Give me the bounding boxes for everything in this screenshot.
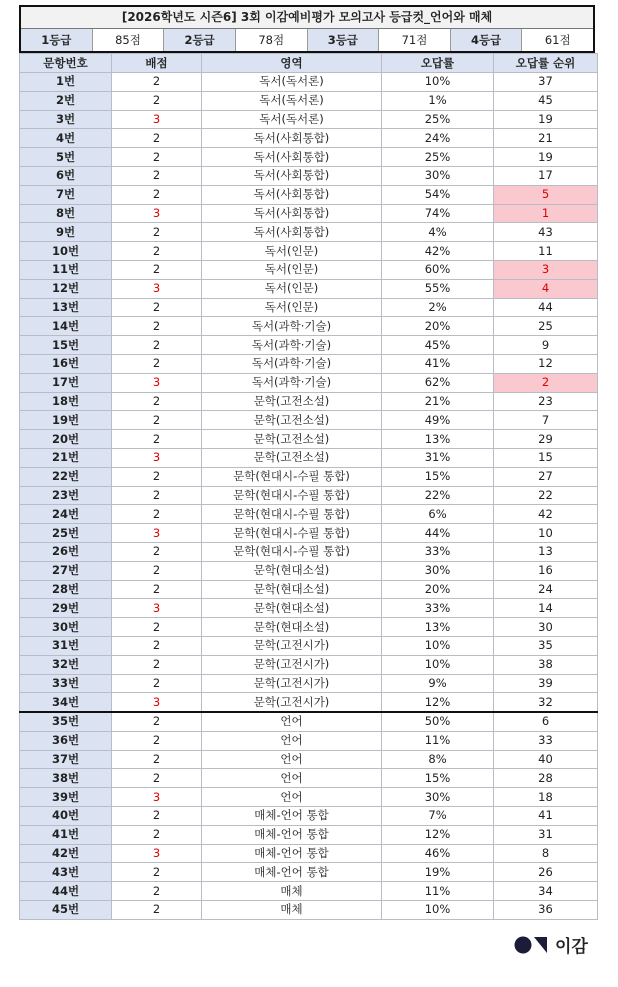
area-cell: 매체-언어 통합 [202, 825, 382, 844]
question-number: 3번 [20, 110, 112, 129]
table-row [20, 844, 598, 863]
rank-cell: 26 [494, 863, 598, 882]
grade-4-score: 61점 [544, 33, 571, 47]
error-rate-cell: 9% [382, 674, 494, 693]
table-row [20, 712, 598, 731]
error-rate-cell: 8% [382, 750, 494, 769]
error-rate-cell: 13% [382, 430, 494, 449]
error-rate-cell: 25% [382, 148, 494, 167]
brand-logo [514, 932, 588, 957]
question-number: 37번 [20, 750, 112, 769]
area-cell: 문학(현대시-수필 통합) [202, 505, 382, 524]
area-cell: 독서(사회통합) [202, 148, 382, 167]
question-number: 33번 [20, 674, 112, 693]
table-row [20, 430, 598, 449]
rank-cell: 39 [494, 674, 598, 693]
points-cell: 2 [112, 430, 202, 449]
points-cell: 2 [112, 166, 202, 185]
points-cell: 2 [112, 260, 202, 279]
area-cell: 독서(인문) [202, 242, 382, 261]
points-cell: 2 [112, 467, 202, 486]
question-number: 8번 [20, 204, 112, 223]
points-cell: 2 [112, 223, 202, 242]
question-number: 7번 [20, 185, 112, 204]
rank-cell: 22 [494, 486, 598, 505]
question-number: 5번 [20, 148, 112, 167]
points-cell: 2 [112, 73, 202, 92]
table-row [20, 769, 598, 788]
question-number: 28번 [20, 580, 112, 599]
points-cell: 2 [112, 242, 202, 261]
points-cell: 3 [112, 693, 202, 712]
rank-cell: 27 [494, 467, 598, 486]
rank-cell: 1 [494, 204, 598, 223]
rank-cell: 28 [494, 769, 598, 788]
error-rate-cell: 49% [382, 411, 494, 430]
table-row [20, 298, 598, 317]
question-number: 2번 [20, 91, 112, 110]
col-header-error-rate: 오답률 [382, 54, 494, 73]
table-row [20, 373, 598, 392]
grade-1-score: 85점 [93, 29, 165, 51]
points-cell: 3 [112, 844, 202, 863]
rank-cell: 18 [494, 788, 598, 807]
grade-3-label: 3등급 [308, 29, 380, 51]
rank-cell: 34 [494, 882, 598, 901]
question-number: 35번 [20, 712, 112, 731]
points-cell: 2 [112, 148, 202, 167]
rank-cell: 32 [494, 693, 598, 712]
points-cell: 3 [112, 524, 202, 543]
question-number: 14번 [20, 317, 112, 336]
question-number: 29번 [20, 599, 112, 618]
points-cell: 3 [112, 373, 202, 392]
rank-cell: 16 [494, 561, 598, 580]
area-cell: 문학(고전시가) [202, 655, 382, 674]
igam-logo-icon [514, 935, 550, 955]
table-row [20, 524, 598, 543]
question-number: 22번 [20, 467, 112, 486]
rank-cell: 44 [494, 298, 598, 317]
question-number: 17번 [20, 373, 112, 392]
table-row [20, 129, 598, 148]
area-cell: 문학(현대시-수필 통합) [202, 467, 382, 486]
points-cell: 3 [112, 599, 202, 618]
error-rate-cell: 10% [382, 73, 494, 92]
points-cell: 2 [112, 882, 202, 901]
area-cell: 문학(고전시가) [202, 674, 382, 693]
rank-cell: 12 [494, 354, 598, 373]
rank-cell: 14 [494, 599, 598, 618]
area-cell: 독서(인문) [202, 298, 382, 317]
rank-cell: 29 [494, 430, 598, 449]
question-number: 19번 [20, 411, 112, 430]
area-cell: 문학(현대시-수필 통합) [202, 486, 382, 505]
table-row [20, 91, 598, 110]
area-cell: 언어 [202, 731, 382, 750]
area-cell: 독서(사회통합) [202, 129, 382, 148]
table-row [20, 580, 598, 599]
error-rate-cell: 4% [382, 223, 494, 242]
rank-cell: 33 [494, 731, 598, 750]
question-number: 10번 [20, 242, 112, 261]
error-rate-cell: 46% [382, 844, 494, 863]
question-number: 18번 [20, 392, 112, 411]
area-cell: 문학(현대소설) [202, 618, 382, 637]
area-cell: 매체 [202, 882, 382, 901]
table-row [20, 636, 598, 655]
table-row [20, 825, 598, 844]
question-number: 30번 [20, 618, 112, 637]
grade-2-label: 2등급 [164, 29, 236, 51]
error-rate-cell: 25% [382, 110, 494, 129]
points-cell: 2 [112, 750, 202, 769]
points-cell: 2 [112, 731, 202, 750]
error-rate-cell: 30% [382, 166, 494, 185]
table-row [20, 260, 598, 279]
error-rate-cell: 13% [382, 618, 494, 637]
area-cell: 매체-언어 통합 [202, 807, 382, 826]
question-number: 13번 [20, 298, 112, 317]
area-cell: 독서(독서론) [202, 73, 382, 92]
rank-cell: 38 [494, 655, 598, 674]
col-header-points: 배점 [112, 54, 202, 73]
area-cell: 독서(독서론) [202, 110, 382, 129]
area-cell: 독서(인문) [202, 279, 382, 298]
area-cell: 문학(현대소설) [202, 561, 382, 580]
error-rate-cell: 44% [382, 524, 494, 543]
question-number: 39번 [20, 788, 112, 807]
area-cell: 독서(사회통합) [202, 223, 382, 242]
grade-1-label: 1등급 [21, 29, 93, 51]
logo-text: 이감 [555, 937, 588, 957]
rank-cell: 36 [494, 901, 598, 920]
table-row [20, 185, 598, 204]
rank-cell: 25 [494, 317, 598, 336]
page-title: [2026학년도 시즌6] 3회 이감예비평가 모의고사 등급컷_언어와 매체 [21, 7, 593, 29]
rank-cell: 11 [494, 242, 598, 261]
area-cell: 문학(현대시-수필 통합) [202, 542, 382, 561]
error-rate-cell: 2% [382, 298, 494, 317]
col-header-number: 문항번호 [20, 54, 112, 73]
error-rate-cell: 20% [382, 580, 494, 599]
rank-cell: 5 [494, 185, 598, 204]
col-header-rank: 오답률 순위 [494, 54, 598, 73]
rank-cell: 13 [494, 542, 598, 561]
rank-cell: 19 [494, 110, 598, 129]
table-row [20, 618, 598, 637]
error-rate-cell: 50% [382, 712, 494, 731]
points-cell: 3 [112, 204, 202, 223]
table-row [20, 788, 598, 807]
rank-cell: 45 [494, 91, 598, 110]
table-row [20, 505, 598, 524]
area-cell: 언어 [202, 712, 382, 731]
points-cell: 2 [112, 769, 202, 788]
question-number: 27번 [20, 561, 112, 580]
error-rate-cell: 10% [382, 636, 494, 655]
error-rate-cell: 15% [382, 769, 494, 788]
table-header-row [20, 54, 598, 73]
table-row [20, 411, 598, 430]
area-cell: 독서(과학·기술) [202, 354, 382, 373]
points-cell: 3 [112, 788, 202, 807]
grade-4-label: 4등급 [451, 29, 523, 51]
points-cell: 2 [112, 825, 202, 844]
points-cell: 2 [112, 392, 202, 411]
error-rate-cell: 74% [382, 204, 494, 223]
area-cell: 매체-언어 통합 [202, 844, 382, 863]
question-number: 6번 [20, 166, 112, 185]
table-row [20, 693, 598, 712]
question-number: 25번 [20, 524, 112, 543]
rank-cell: 6 [494, 712, 598, 731]
error-rate-cell: 12% [382, 825, 494, 844]
rank-cell: 7 [494, 411, 598, 430]
table-row [20, 392, 598, 411]
points-cell: 3 [112, 110, 202, 129]
question-number: 31번 [20, 636, 112, 655]
points-cell: 2 [112, 298, 202, 317]
rank-cell: 42 [494, 505, 598, 524]
question-number: 9번 [20, 223, 112, 242]
table-row [20, 807, 598, 826]
rank-cell: 40 [494, 750, 598, 769]
area-cell: 문학(고전소설) [202, 411, 382, 430]
table-row [20, 599, 598, 618]
points-cell: 2 [112, 91, 202, 110]
question-number: 41번 [20, 825, 112, 844]
question-number: 43번 [20, 863, 112, 882]
table-row [20, 674, 598, 693]
error-rate-cell: 54% [382, 185, 494, 204]
points-cell: 2 [112, 542, 202, 561]
table-row [20, 655, 598, 674]
table-row [20, 223, 598, 242]
error-rate-cell: 22% [382, 486, 494, 505]
rank-cell: 21 [494, 129, 598, 148]
question-number: 20번 [20, 430, 112, 449]
grade-cutoffs [21, 29, 593, 51]
error-rate-cell: 15% [382, 467, 494, 486]
area-cell: 문학(현대소설) [202, 580, 382, 599]
grade-3-score: 71점 [379, 29, 451, 51]
area-cell: 독서(사회통합) [202, 204, 382, 223]
rank-cell: 8 [494, 844, 598, 863]
points-cell: 2 [112, 354, 202, 373]
table-row [20, 882, 598, 901]
table-row [20, 110, 598, 129]
error-rate-cell: 42% [382, 242, 494, 261]
question-number: 24번 [20, 505, 112, 524]
rank-cell: 17 [494, 166, 598, 185]
area-cell: 매체 [202, 901, 382, 920]
rank-cell: 2 [494, 373, 598, 392]
table-row [20, 750, 598, 769]
question-number: 32번 [20, 655, 112, 674]
question-number: 23번 [20, 486, 112, 505]
rank-cell: 24 [494, 580, 598, 599]
question-number: 38번 [20, 769, 112, 788]
rank-cell: 15 [494, 448, 598, 467]
error-rate-cell: 55% [382, 279, 494, 298]
table-row [20, 542, 598, 561]
area-cell: 문학(고전시가) [202, 693, 382, 712]
question-number: 15번 [20, 336, 112, 355]
area-cell: 독서(인문) [202, 260, 382, 279]
table-row [20, 486, 598, 505]
cutoff-header [19, 5, 595, 53]
table-row [20, 279, 598, 298]
rank-cell: 4 [494, 279, 598, 298]
table-row [20, 731, 598, 750]
area-cell: 문학(고전소설) [202, 392, 382, 411]
error-rate-cell: 41% [382, 354, 494, 373]
table-row [20, 354, 598, 373]
area-cell: 문학(고전소설) [202, 430, 382, 449]
points-cell: 2 [112, 486, 202, 505]
rank-cell: 35 [494, 636, 598, 655]
question-number: 26번 [20, 542, 112, 561]
points-cell: 3 [112, 279, 202, 298]
points-cell: 2 [112, 636, 202, 655]
rank-cell: 9 [494, 336, 598, 355]
points-cell: 2 [112, 411, 202, 430]
question-number: 12번 [20, 279, 112, 298]
table-row [20, 242, 598, 261]
error-rate-cell: 30% [382, 561, 494, 580]
question-number: 16번 [20, 354, 112, 373]
error-rate-cell: 10% [382, 655, 494, 674]
points-cell: 2 [112, 580, 202, 599]
area-cell: 독서(과학·기술) [202, 317, 382, 336]
question-number: 34번 [20, 693, 112, 712]
area-cell: 문학(고전소설) [202, 448, 382, 467]
question-number: 36번 [20, 731, 112, 750]
area-cell: 독서(과학·기술) [202, 336, 382, 355]
error-rate-cell: 31% [382, 448, 494, 467]
rank-cell: 3 [494, 260, 598, 279]
error-rate-cell: 60% [382, 260, 494, 279]
points-cell: 2 [112, 336, 202, 355]
error-rate-cell: 33% [382, 599, 494, 618]
table-row [20, 73, 598, 92]
rank-cell: 23 [494, 392, 598, 411]
error-rate-cell: 45% [382, 336, 494, 355]
table-row [20, 148, 598, 167]
question-number: 45번 [20, 901, 112, 920]
table-row [20, 901, 598, 920]
points-cell: 2 [112, 505, 202, 524]
area-cell: 언어 [202, 788, 382, 807]
question-number: 42번 [20, 844, 112, 863]
rank-cell: 31 [494, 825, 598, 844]
error-rate-cell: 12% [382, 693, 494, 712]
error-rate-cell: 1% [382, 91, 494, 110]
error-rate-cell: 6% [382, 505, 494, 524]
error-rate-cell: 20% [382, 317, 494, 336]
area-cell: 독서(과학·기술) [202, 373, 382, 392]
points-cell: 2 [112, 674, 202, 693]
table-row [20, 166, 598, 185]
error-rate-cell: 30% [382, 788, 494, 807]
question-number: 44번 [20, 882, 112, 901]
question-number: 40번 [20, 807, 112, 826]
rank-cell: 43 [494, 223, 598, 242]
area-cell: 독서(독서론) [202, 91, 382, 110]
error-rate-cell: 11% [382, 731, 494, 750]
col-header-area: 영역 [202, 54, 382, 73]
area-cell: 문학(고전시가) [202, 636, 382, 655]
error-rate-cell: 62% [382, 373, 494, 392]
points-cell: 2 [112, 807, 202, 826]
table-row [20, 204, 598, 223]
question-number: 21번 [20, 448, 112, 467]
table-row [20, 317, 598, 336]
points-cell: 2 [112, 185, 202, 204]
error-rate-table [19, 53, 598, 920]
question-number: 4번 [20, 129, 112, 148]
table-row [20, 561, 598, 580]
area-cell: 문학(현대시-수필 통합) [202, 524, 382, 543]
question-number: 11번 [20, 260, 112, 279]
table-row [20, 467, 598, 486]
area-cell: 언어 [202, 769, 382, 788]
points-cell: 2 [112, 129, 202, 148]
question-number: 1번 [20, 73, 112, 92]
error-rate-cell: 21% [382, 392, 494, 411]
points-cell: 2 [112, 618, 202, 637]
points-cell: 2 [112, 561, 202, 580]
grade-2-score: 78점 [236, 29, 308, 51]
points-cell: 2 [112, 317, 202, 336]
rank-cell: 30 [494, 618, 598, 637]
area-cell: 매체-언어 통합 [202, 863, 382, 882]
error-rate-cell: 19% [382, 863, 494, 882]
error-rate-cell: 11% [382, 882, 494, 901]
area-cell: 독서(사회통합) [202, 185, 382, 204]
table-row [20, 336, 598, 355]
area-cell: 문학(현대소설) [202, 599, 382, 618]
error-rate-cell: 10% [382, 901, 494, 920]
table-row [20, 863, 598, 882]
points-cell: 2 [112, 712, 202, 731]
rank-cell: 41 [494, 807, 598, 826]
rank-cell: 19 [494, 148, 598, 167]
rank-cell: 10 [494, 524, 598, 543]
error-rate-cell: 24% [382, 129, 494, 148]
points-cell: 2 [112, 901, 202, 920]
error-rate-cell: 7% [382, 807, 494, 826]
points-cell: 2 [112, 863, 202, 882]
table-row [20, 448, 598, 467]
error-rate-cell: 33% [382, 542, 494, 561]
rank-cell: 37 [494, 73, 598, 92]
points-cell: 2 [112, 655, 202, 674]
area-cell: 독서(사회통합) [202, 166, 382, 185]
points-cell: 3 [112, 448, 202, 467]
area-cell: 언어 [202, 750, 382, 769]
